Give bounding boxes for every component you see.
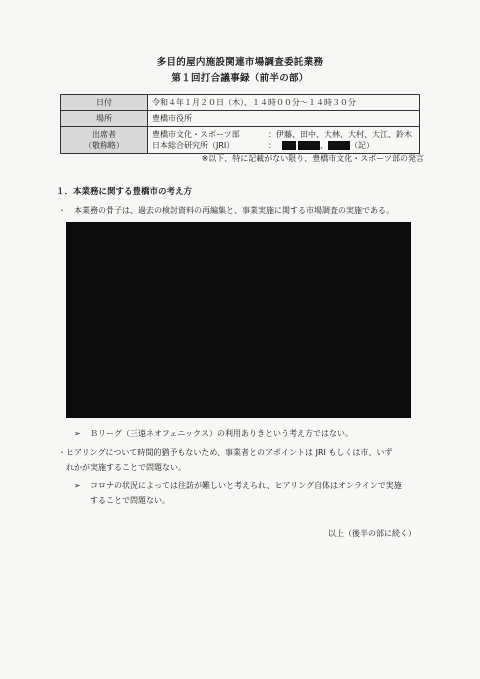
redaction-box	[328, 141, 350, 150]
attendees-separator: 、	[320, 141, 328, 150]
redaction-box	[298, 141, 320, 150]
arrow-bullet-icon: ➢	[74, 429, 81, 438]
meeting-info-table	[60, 94, 420, 154]
place-value: 豊橋市役所	[148, 111, 420, 127]
attendees-org-city: 豊橋市文化・スポーツ部	[152, 130, 240, 139]
bullet-dot: ・	[58, 206, 66, 215]
bullet-dot: ・	[58, 448, 66, 457]
attendees-prefix: ：	[268, 141, 276, 150]
attendees-names-city: ：伊藤、田中、大林、大村、大江、鈴木	[268, 130, 412, 139]
closing-note: 以上（後半の部に続く）	[328, 529, 416, 538]
attendees-label-main: 出席者	[92, 130, 116, 139]
attendees-label	[61, 127, 148, 154]
redaction-box	[282, 141, 296, 150]
document-title: 多目的屋内施設関連市場調査委託業務	[156, 57, 324, 68]
attendees-value	[148, 127, 420, 154]
sub-item-2	[74, 480, 402, 491]
sub-item-1-text: Ｂリーグ（三遠ネオフェニックス）の利用ありきという考え方ではない。	[90, 429, 353, 438]
attendees-row	[61, 127, 420, 154]
document-subtitle: 第１回打合議事録（前半の部）	[171, 73, 309, 84]
redacted-block	[66, 222, 411, 418]
speaker-footnote: ※以下、特に記載がない限り、豊橋市文化・スポーツ部の発言	[201, 154, 424, 163]
place-label: 場所	[61, 111, 148, 127]
attendees-line-jri	[152, 140, 415, 151]
attendees-org-jri: 日本総合研究所（JRI）	[152, 141, 235, 150]
attendees-line-city	[152, 129, 415, 140]
sub-item-2-text-line-2: することで問題ない。	[90, 496, 170, 505]
section-heading: １．本業務に関する豊橋市の考え方	[56, 187, 193, 197]
date-row	[61, 95, 420, 111]
paragraph-2-line-1: ヒアリングについて時間的猶予もないため、事業者とのアポイントは JRI もしくは市、いず	[66, 448, 393, 457]
date-value: 令和４年１月２０日（木）、１４時００分〜１４時３０分	[148, 95, 420, 111]
attendees-suffix: （記）	[350, 141, 374, 150]
attendees-label-note: （敬称略）	[84, 141, 124, 150]
paragraph-2-line-2: れかが実施することで問題ない。	[66, 463, 186, 472]
sub-item-2-text-line-1: コロナの状況によっては往訪が難しいと考えられ、ヒアリング自体はオンラインで実施	[90, 481, 402, 490]
place-row	[61, 111, 420, 127]
paragraph-1: 本業務の骨子は、過去の検討資料の再編集と、事業実施に関する市場調査の実施である。	[74, 206, 394, 215]
arrow-bullet-icon: ➢	[74, 481, 81, 490]
date-label: 日付	[61, 95, 148, 111]
sub-item-1	[74, 428, 353, 439]
